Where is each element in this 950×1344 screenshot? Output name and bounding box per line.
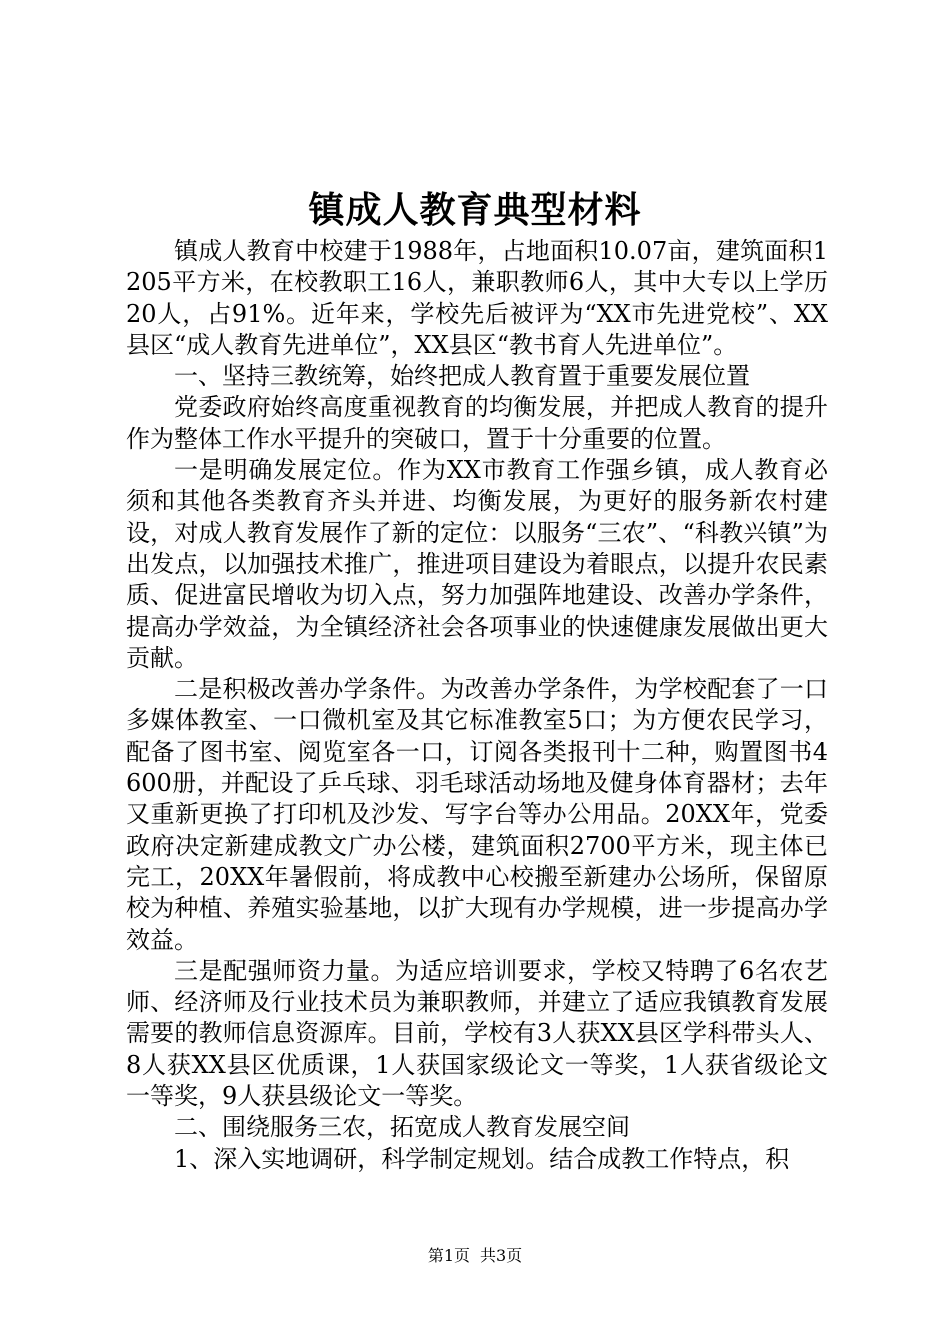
body-paragraph: 一是明确发展定位。作为XX市教育工作强乡镇，成人教育必须和其他各类教育齐头并进、均衡发展，为更好的服务新农村建设，对成人教育发展作了新的定位：以服务“三农”、“科教兴镇”为出发点，以加强技术推广，推进项目建设为着眼点，以提升农民素质、促进富民增收为切入点，努力加强阵地建设、改善办学条件，提高办学效益，为全镇经济社会各项事业的快速健康发展做出更大贡献。	[126, 456, 828, 672]
document-title: 镇成人教育典型材料	[308, 189, 642, 231]
section-heading-2: 二、围绕服务三农，拓宽成人教育发展空间	[174, 1113, 630, 1142]
page-number: 第1页	[427, 1246, 470, 1265]
document-body	[126, 236, 828, 1175]
body-paragraph: 二是积极改善办学条件。为改善办学条件，为学校配套了一口多媒体教室、一口微机室及其它标准教室5口；为方便农民学习，配备了图书室、阅览室各一口，订阅各类报刊十二种，购置图书4600册，并配设了乒乓球、羽毛球活动场地及健身体育器材；去年又重新更换了打印机及沙发、写字台等办公用品。20XX年，党委政府决定新建成教文广办公楼，建筑面积2700平方米，现主体已完工，20XX年暑假前，将成教中心校搬至新建办公场所，保留原校为种植、养殖实验基地，以扩大现有办学规模，进一步提高办学效益。	[126, 675, 828, 954]
section-heading-1: 一、坚持三教统筹，始终把成人教育置于重要发展位置	[174, 362, 750, 391]
body-paragraph: 三是配强师资力量。为适应培训要求，学校又特聘了6名农艺师、经济师及行业技术员为兼职教师，并建立了适应我镇教育发展需要的教师信息资源库。目前，学校有3人获XX县区学科带头人、8人获XX县区优质课，1人获国家级论文一等奖，1人获省级论文一等奖，9人获县级论文一等奖。	[126, 956, 828, 1111]
page-total: 共3页	[480, 1246, 523, 1265]
body-paragraph: 党委政府始终高度重视教育的均衡发展，并把成人教育的提升作为整体工作水平提升的突破口，置于十分重要的位置。	[126, 393, 828, 453]
intro-paragraph: 镇成人教育中校建于1988年，占地面积10.07亩，建筑面积1205平方米，在校教职工16人，兼职教师6人，其中大专以上学历20人，占91%。近年来，学校先后被评为“XX市先进党校”、XX县区“成人教育先进单位”，XX县区“教书育人先进单位”。	[126, 237, 828, 359]
page-footer	[0, 1246, 950, 1266]
body-paragraph: 1、深入实地调研，科学制定规划。结合成教工作特点，积	[174, 1144, 790, 1173]
